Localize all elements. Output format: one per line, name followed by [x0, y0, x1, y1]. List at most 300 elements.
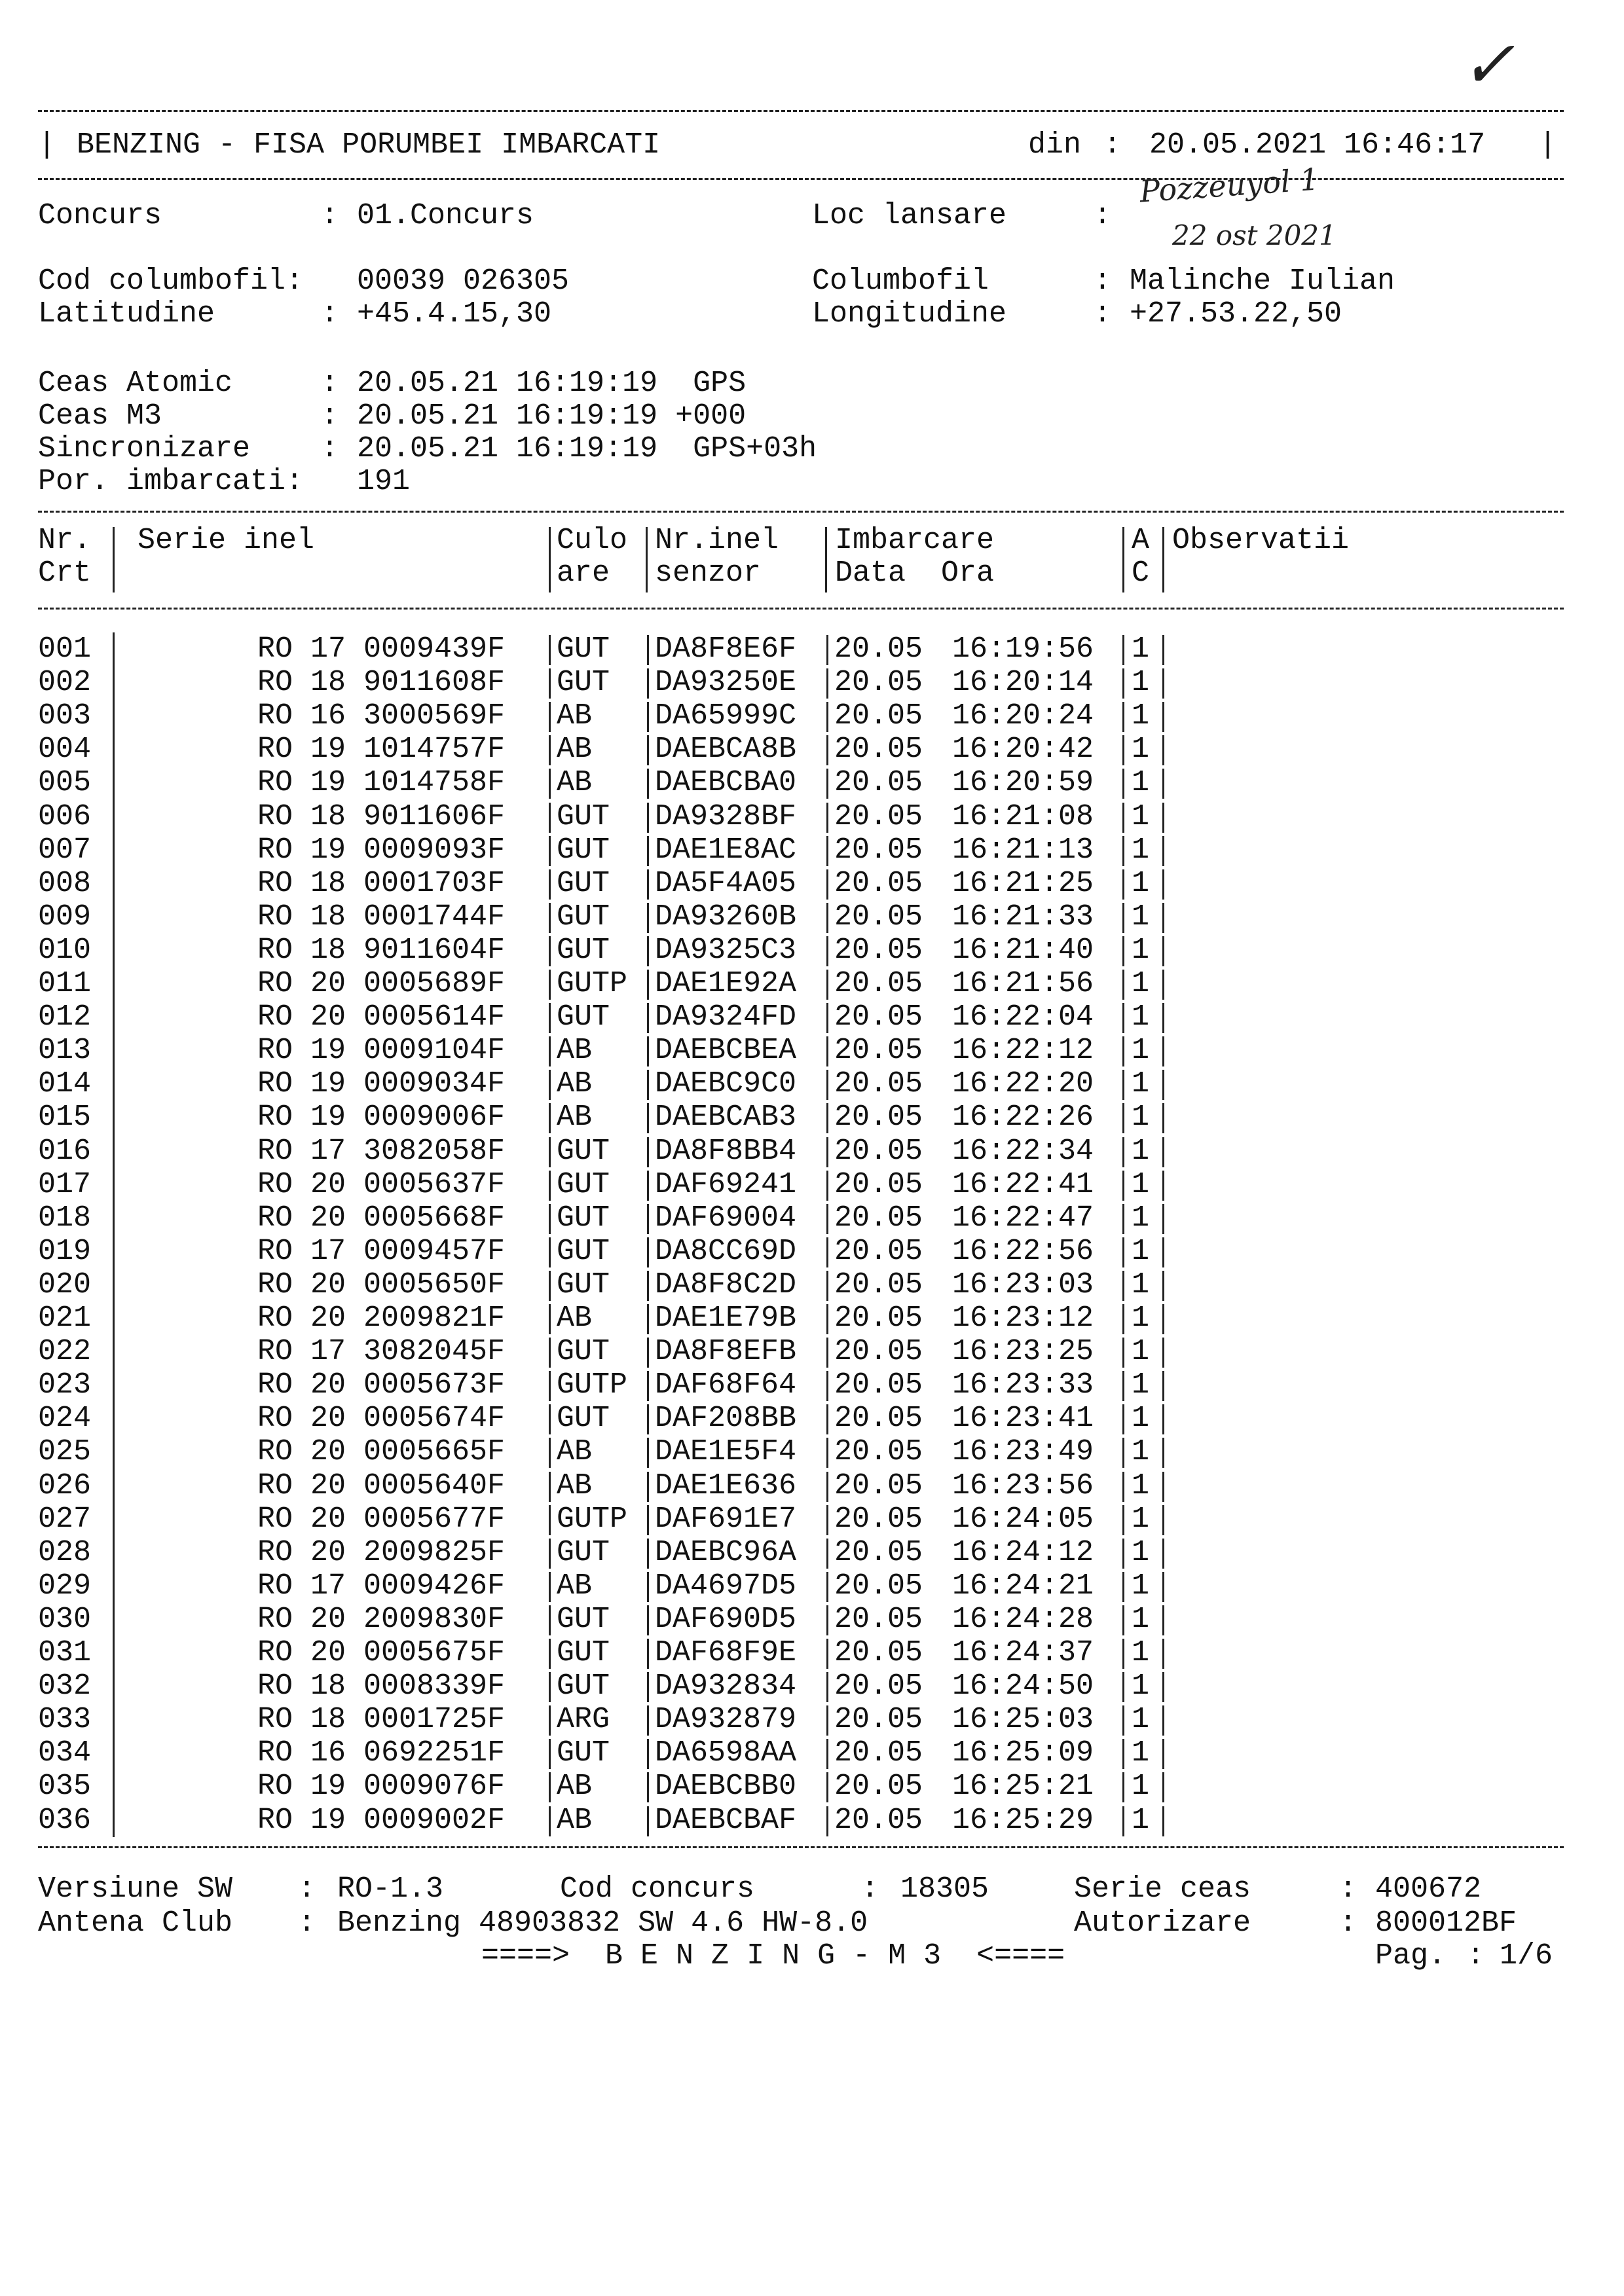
row-ora: 16:23:25	[952, 1335, 1094, 1369]
row-separator	[647, 702, 649, 732]
loc-lansare-colon: :	[1094, 199, 1112, 232]
row-separator	[647, 1338, 649, 1368]
row-ora: 16:21:56	[952, 967, 1094, 1000]
hdr-sep-3	[646, 527, 648, 592]
row-nr: 015	[38, 1101, 92, 1135]
row-data: 20.05	[834, 1435, 923, 1469]
row-senzor: DAE1E8AC	[655, 833, 797, 867]
row-ora: 16:23:03	[952, 1267, 1094, 1302]
row-nr: 035	[38, 1770, 92, 1804]
row-senzor: DAF68F64	[655, 1368, 797, 1402]
row-culoare: GUT	[557, 1000, 610, 1034]
row-separator	[549, 1237, 551, 1267]
row-separator	[549, 1338, 551, 1368]
row-culoare: GUTP	[557, 1368, 628, 1402]
row-ac: 1	[1132, 900, 1150, 934]
row-senzor: DAEBCBA0	[655, 766, 797, 800]
row-culoare: GUT	[557, 1736, 610, 1770]
row-ora: 16:23:33	[952, 1368, 1094, 1402]
row-separator	[549, 1438, 551, 1468]
row-separator	[826, 1605, 828, 1635]
row-separator	[826, 1705, 828, 1736]
row-ac: 1	[1132, 1167, 1150, 1201]
table-row	[38, 1368, 1204, 1402]
row-data: 20.05	[834, 632, 923, 666]
row-separator	[549, 936, 551, 966]
row-separator	[1162, 1739, 1164, 1769]
row-separator	[1122, 668, 1124, 699]
row-serie: RO 19 0009006F	[257, 1101, 506, 1135]
row-data: 20.05	[834, 933, 923, 967]
row-separator	[549, 869, 551, 900]
row-separator	[549, 1003, 551, 1033]
page-label: Pag.	[1375, 1939, 1447, 1973]
row-ac: 1	[1132, 967, 1150, 1000]
row-separator	[826, 1806, 828, 1836]
row-separator	[1162, 1672, 1164, 1702]
row-separator	[1122, 869, 1124, 900]
row-separator	[647, 1137, 649, 1167]
table-row	[38, 934, 1204, 967]
row-senzor: DA8CC69D	[655, 1234, 797, 1268]
row-culoare: GUT	[557, 900, 610, 934]
antena-label: Antena Club	[38, 1906, 233, 1940]
hdr-sep-6	[1162, 527, 1164, 592]
row-ora: 16:22:26	[952, 1101, 1094, 1135]
sincronizare-colon: :	[321, 432, 339, 465]
row-separator	[1162, 1371, 1164, 1401]
table-row	[38, 1569, 1204, 1603]
row-serie: RO 16 0692251F	[257, 1736, 506, 1770]
row-ora: 16:19:56	[952, 632, 1094, 666]
row-culoare: GUT	[557, 632, 610, 666]
row-serie: RO 18 9011604F	[257, 933, 506, 967]
row-separator	[1122, 1505, 1124, 1535]
concurs-label: Concurs	[38, 199, 162, 232]
cod-concurs-label: Cod concurs	[560, 1872, 755, 1906]
row-nr: 009	[38, 900, 92, 934]
row-separator	[549, 1605, 551, 1635]
row-ac: 1	[1132, 1335, 1150, 1369]
row-culoare: AB	[557, 1803, 593, 1837]
row-culoare: GUT	[557, 833, 610, 867]
col-header-are: are	[557, 556, 610, 590]
table-row	[38, 1101, 1204, 1134]
row-senzor: DAF68F9E	[655, 1636, 797, 1669]
row-separator	[826, 1472, 828, 1502]
date-colon: :	[1103, 128, 1122, 162]
serie-ceas-label: Serie ceas	[1074, 1872, 1251, 1906]
row-separator	[549, 1472, 551, 1502]
row-separator	[647, 1705, 649, 1736]
sincronizare-value: 20.05.21 16:19:19 GPS+03h	[357, 432, 817, 465]
table-row	[38, 1000, 1204, 1034]
row-culoare: GUTP	[557, 967, 628, 1000]
table-row	[38, 1135, 1204, 1168]
row-separator	[1122, 1639, 1124, 1669]
longitude-value: +27.53.22,50	[1130, 297, 1342, 331]
row-separator	[1162, 1204, 1164, 1234]
row-separator	[549, 1705, 551, 1736]
row-serie: RO 20 0005640F	[257, 1468, 506, 1503]
row-separator	[647, 668, 649, 699]
loc-lansare-handwritten: Pozzeuyol 1	[1138, 161, 1320, 210]
row-senzor: DAEBCBAF	[655, 1803, 797, 1837]
row-separator	[1122, 769, 1124, 799]
row-data: 20.05	[834, 1234, 923, 1268]
row-separator	[1122, 1036, 1124, 1066]
row-culoare: GUT	[557, 1669, 610, 1704]
table-row	[38, 967, 1204, 1000]
row-culoare: AB	[557, 733, 593, 767]
row-separator	[826, 1772, 828, 1802]
row-separator	[1122, 1304, 1124, 1334]
row-serie: RO 17 3082045F	[257, 1335, 506, 1369]
row-separator	[1162, 1036, 1164, 1066]
row-separator	[1162, 1003, 1164, 1033]
row-ora: 16:20:24	[952, 699, 1094, 733]
row-separator	[1122, 1070, 1124, 1100]
row-separator	[1162, 936, 1164, 966]
row-serie: RO 16 3000569F	[257, 699, 506, 733]
row-separator	[1162, 1505, 1164, 1535]
col-header-imbarcare: Imbarcare	[835, 524, 995, 557]
row-separator	[647, 1404, 649, 1434]
row-data: 20.05	[834, 666, 923, 700]
row-separator	[826, 1338, 828, 1368]
versiune-label: Versiune SW	[38, 1872, 233, 1906]
row-ac: 1	[1132, 632, 1150, 666]
row-senzor: DAEBCBB0	[655, 1770, 797, 1804]
row-serie: RO 18 0001744F	[257, 900, 506, 934]
row-separator	[826, 668, 828, 699]
row-ac: 1	[1132, 1602, 1150, 1636]
row-ac: 1	[1132, 1770, 1150, 1804]
row-separator	[826, 970, 828, 1000]
row-culoare: GUT	[557, 866, 610, 900]
row-separator	[1122, 702, 1124, 732]
row-separator	[549, 1103, 551, 1133]
table-row	[38, 1402, 1204, 1435]
row-separator	[826, 903, 828, 933]
row-separator	[549, 1672, 551, 1702]
row-ac: 1	[1132, 1468, 1150, 1503]
row-ora: 16:23:41	[952, 1402, 1094, 1436]
latitude-colon: :	[321, 297, 339, 331]
row-culoare: GUT	[557, 1402, 610, 1436]
row-ora: 16:23:56	[952, 1468, 1094, 1503]
table-row	[38, 900, 1204, 934]
row-ac: 1	[1132, 1067, 1150, 1101]
row-ora: 16:20:14	[952, 666, 1094, 700]
row-separator	[1162, 1171, 1164, 1201]
hdr-sep-1	[113, 527, 115, 592]
row-separator	[1122, 936, 1124, 966]
row-ac: 1	[1132, 1736, 1150, 1770]
row-ora: 16:25:29	[952, 1803, 1094, 1837]
row-ac: 1	[1132, 1000, 1150, 1034]
row-ac: 1	[1132, 866, 1150, 900]
row-culoare: ARG	[557, 1703, 610, 1737]
row-separator	[549, 769, 551, 799]
row-separator	[549, 903, 551, 933]
row-separator	[826, 1438, 828, 1468]
row-senzor: DA5F4A05	[655, 866, 797, 900]
row-serie: RO 20 2009825F	[257, 1535, 506, 1569]
row-separator	[647, 1739, 649, 1769]
row-ora: 16:22:12	[952, 1034, 1094, 1068]
row-data: 20.05	[834, 1034, 923, 1068]
row-separator	[1162, 903, 1164, 933]
row-ora: 16:22:41	[952, 1167, 1094, 1201]
col-header-serie: Serie inel	[138, 524, 315, 557]
row-data: 20.05	[834, 1669, 923, 1704]
row-separator	[1162, 1472, 1164, 1502]
row-culoare: GUT	[557, 1335, 610, 1369]
row-senzor: DA65999C	[655, 699, 797, 733]
loc-lansare-handwritten-date: 22 ost 2021	[1172, 219, 1337, 251]
col-header-nrinel: Nr.inel	[655, 524, 779, 557]
row-data: 20.05	[834, 1636, 923, 1669]
row-separator	[549, 803, 551, 833]
row-separator	[826, 1539, 828, 1569]
row-separator	[549, 836, 551, 866]
row-data: 20.05	[834, 1267, 923, 1302]
row-separator	[826, 936, 828, 966]
row-separator	[1122, 1772, 1124, 1802]
row-culoare: AB	[557, 1101, 593, 1135]
row-separator	[1162, 702, 1164, 732]
row-ora: 16:22:34	[952, 1134, 1094, 1168]
table-bottom-divider	[38, 1846, 1564, 1848]
row-serie: RO 19 0009002F	[257, 1803, 506, 1837]
row-nr: 019	[38, 1234, 92, 1268]
row-separator	[549, 1204, 551, 1234]
row-separator	[1162, 1705, 1164, 1736]
row-culoare: GUT	[557, 1167, 610, 1201]
row-separator	[549, 668, 551, 699]
row-ora: 16:21:13	[952, 833, 1094, 867]
antena-value: Benzing 48903832 SW 4.6 HW-8.0	[337, 1906, 868, 1940]
col-header-data-ora: Data Ora	[835, 556, 995, 590]
row-ac: 1	[1132, 1101, 1150, 1135]
por-imbarcati-label: Por. imbarcati:	[38, 465, 304, 498]
table-row	[38, 1201, 1204, 1235]
row-ac: 1	[1132, 1368, 1150, 1402]
row-separator	[1122, 1204, 1124, 1234]
row-separator	[826, 735, 828, 765]
row-serie: RO 20 0005614F	[257, 1000, 506, 1034]
table-row	[38, 1536, 1204, 1569]
row-separator	[1122, 1438, 1124, 1468]
row-separator	[1122, 970, 1124, 1000]
row-culoare: GUT	[557, 1636, 610, 1669]
row-separator	[826, 1003, 828, 1033]
hdr-sep-5	[1122, 527, 1124, 592]
row-separator	[549, 1806, 551, 1836]
row-ac: 1	[1132, 1636, 1150, 1669]
latitude-value: +45.4.15,30	[357, 297, 552, 331]
row-data: 20.05	[834, 1302, 923, 1335]
row-nr: 004	[38, 733, 92, 767]
row-separator	[647, 1639, 649, 1669]
ceas-atomic-colon: :	[321, 367, 339, 400]
row-ac: 1	[1132, 1234, 1150, 1268]
row-senzor: DAE1E79B	[655, 1302, 797, 1335]
table-row	[38, 1669, 1204, 1703]
row-separator	[1162, 1237, 1164, 1267]
row-ora: 16:24:50	[952, 1669, 1094, 1704]
row-serie: RO 18 0001703F	[257, 866, 506, 900]
row-separator	[1122, 1739, 1124, 1769]
col-header-culo: Culo	[557, 524, 628, 557]
row-ora: 16:24:05	[952, 1502, 1094, 1536]
concurs-colon: :	[321, 199, 339, 232]
cod-columbofil-value: 00039 026305	[357, 264, 570, 298]
row-culoare: GUT	[557, 933, 610, 967]
row-senzor: DA8F8EFB	[655, 1335, 797, 1369]
row-separator	[1122, 1705, 1124, 1736]
row-separator	[826, 1103, 828, 1133]
row-separator	[1162, 803, 1164, 833]
row-data: 20.05	[834, 1535, 923, 1569]
table-row	[38, 766, 1204, 799]
row-senzor: DA6598AA	[655, 1736, 797, 1770]
row-ac: 1	[1132, 1435, 1150, 1469]
body-sep-1	[113, 632, 115, 1837]
row-separator	[647, 903, 649, 933]
row-data: 20.05	[834, 1402, 923, 1436]
row-separator	[826, 635, 828, 665]
row-separator	[826, 1572, 828, 1602]
row-senzor: DAEBCAB3	[655, 1101, 797, 1135]
row-separator	[1162, 635, 1164, 665]
row-nr: 010	[38, 933, 92, 967]
cod-columbofil-label: Cod columbofil:	[38, 264, 304, 298]
row-serie: RO 19 0009104F	[257, 1034, 506, 1068]
row-ora: 16:21:40	[952, 933, 1094, 967]
row-serie: RO 20 0005677F	[257, 1502, 506, 1536]
row-nr: 020	[38, 1267, 92, 1302]
row-separator	[1122, 1572, 1124, 1602]
row-culoare: GUT	[557, 1201, 610, 1235]
row-ac: 1	[1132, 1302, 1150, 1335]
row-separator	[1162, 1639, 1164, 1669]
row-senzor: DAEBC9C0	[655, 1067, 797, 1101]
row-data: 20.05	[834, 1201, 923, 1235]
row-senzor: DA93260B	[655, 900, 797, 934]
page-number: 1/6	[1500, 1939, 1553, 1973]
row-separator	[647, 1304, 649, 1334]
row-separator	[647, 936, 649, 966]
check-mark: ✓	[1460, 26, 1515, 103]
row-ora: 16:23:49	[952, 1435, 1094, 1469]
row-serie: RO 18 0008339F	[257, 1669, 506, 1704]
autorizare-value: 800012BF	[1375, 1906, 1517, 1940]
row-ora: 16:21:25	[952, 866, 1094, 900]
row-nr: 012	[38, 1000, 92, 1034]
row-senzor: DAE1E92A	[655, 967, 797, 1000]
row-separator	[1162, 1404, 1164, 1434]
row-separator	[826, 1204, 828, 1234]
row-separator	[1122, 1472, 1124, 1502]
row-serie: RO 18 9011608F	[257, 666, 506, 700]
row-ac: 1	[1132, 1703, 1150, 1737]
row-ac: 1	[1132, 1502, 1150, 1536]
row-ac: 1	[1132, 1201, 1150, 1235]
row-separator	[826, 1672, 828, 1702]
row-nr: 036	[38, 1803, 92, 1837]
row-senzor: DA93250E	[655, 666, 797, 700]
row-ac: 1	[1132, 1535, 1150, 1569]
row-separator	[826, 836, 828, 866]
table-row	[38, 800, 1204, 833]
row-serie: RO 20 2009821F	[257, 1302, 506, 1335]
table-row	[38, 699, 1204, 733]
row-separator	[549, 735, 551, 765]
report-datetime: 20.05.2021 16:46:17	[1149, 128, 1486, 162]
table-row	[38, 1067, 1204, 1101]
title-right-bar: |	[1539, 128, 1557, 162]
row-ora: 16:23:12	[952, 1302, 1094, 1335]
serie-ceas-colon: :	[1339, 1872, 1357, 1906]
loc-lansare-label: Loc lansare	[812, 199, 1007, 232]
row-ora: 16:21:33	[952, 900, 1094, 934]
table-row	[38, 1034, 1204, 1067]
row-ac: 1	[1132, 699, 1150, 733]
row-ora: 16:24:28	[952, 1602, 1094, 1636]
row-separator	[1162, 1772, 1164, 1802]
row-separator	[647, 1806, 649, 1836]
table-row	[38, 833, 1204, 867]
row-senzor: DA9328BF	[655, 799, 797, 833]
table-row	[38, 1770, 1204, 1803]
row-senzor: DAE1E5F4	[655, 1435, 797, 1469]
row-separator	[647, 803, 649, 833]
row-serie: RO 20 2009830F	[257, 1602, 506, 1636]
row-nr: 033	[38, 1703, 92, 1737]
row-ac: 1	[1132, 1034, 1150, 1068]
row-serie: RO 20 0005673F	[257, 1368, 506, 1402]
row-nr: 024	[38, 1402, 92, 1436]
row-separator	[647, 1505, 649, 1535]
col-header-nr: Nr.	[38, 524, 92, 557]
row-data: 20.05	[834, 1368, 923, 1402]
row-separator	[1122, 1271, 1124, 1301]
row-separator	[647, 1371, 649, 1401]
row-data: 20.05	[834, 866, 923, 900]
row-separator	[826, 1237, 828, 1267]
versiune-colon: :	[298, 1872, 316, 1906]
row-senzor: DAF691E7	[655, 1502, 797, 1536]
row-separator	[826, 1036, 828, 1066]
row-separator	[826, 1371, 828, 1401]
row-separator	[549, 1371, 551, 1401]
table-header-divider	[38, 608, 1564, 610]
row-senzor: DA4697D5	[655, 1569, 797, 1603]
row-data: 20.05	[834, 699, 923, 733]
row-nr: 017	[38, 1167, 92, 1201]
row-nr: 007	[38, 833, 92, 867]
row-senzor: DAEBCA8B	[655, 733, 797, 767]
row-separator	[1122, 903, 1124, 933]
row-separator	[1162, 1572, 1164, 1602]
por-imbarcati-value: 191	[357, 465, 411, 498]
row-separator	[1162, 1103, 1164, 1133]
table-row	[38, 1469, 1204, 1503]
table-row	[38, 1168, 1204, 1201]
columbofil-value: Malinche Iulian	[1130, 264, 1395, 298]
